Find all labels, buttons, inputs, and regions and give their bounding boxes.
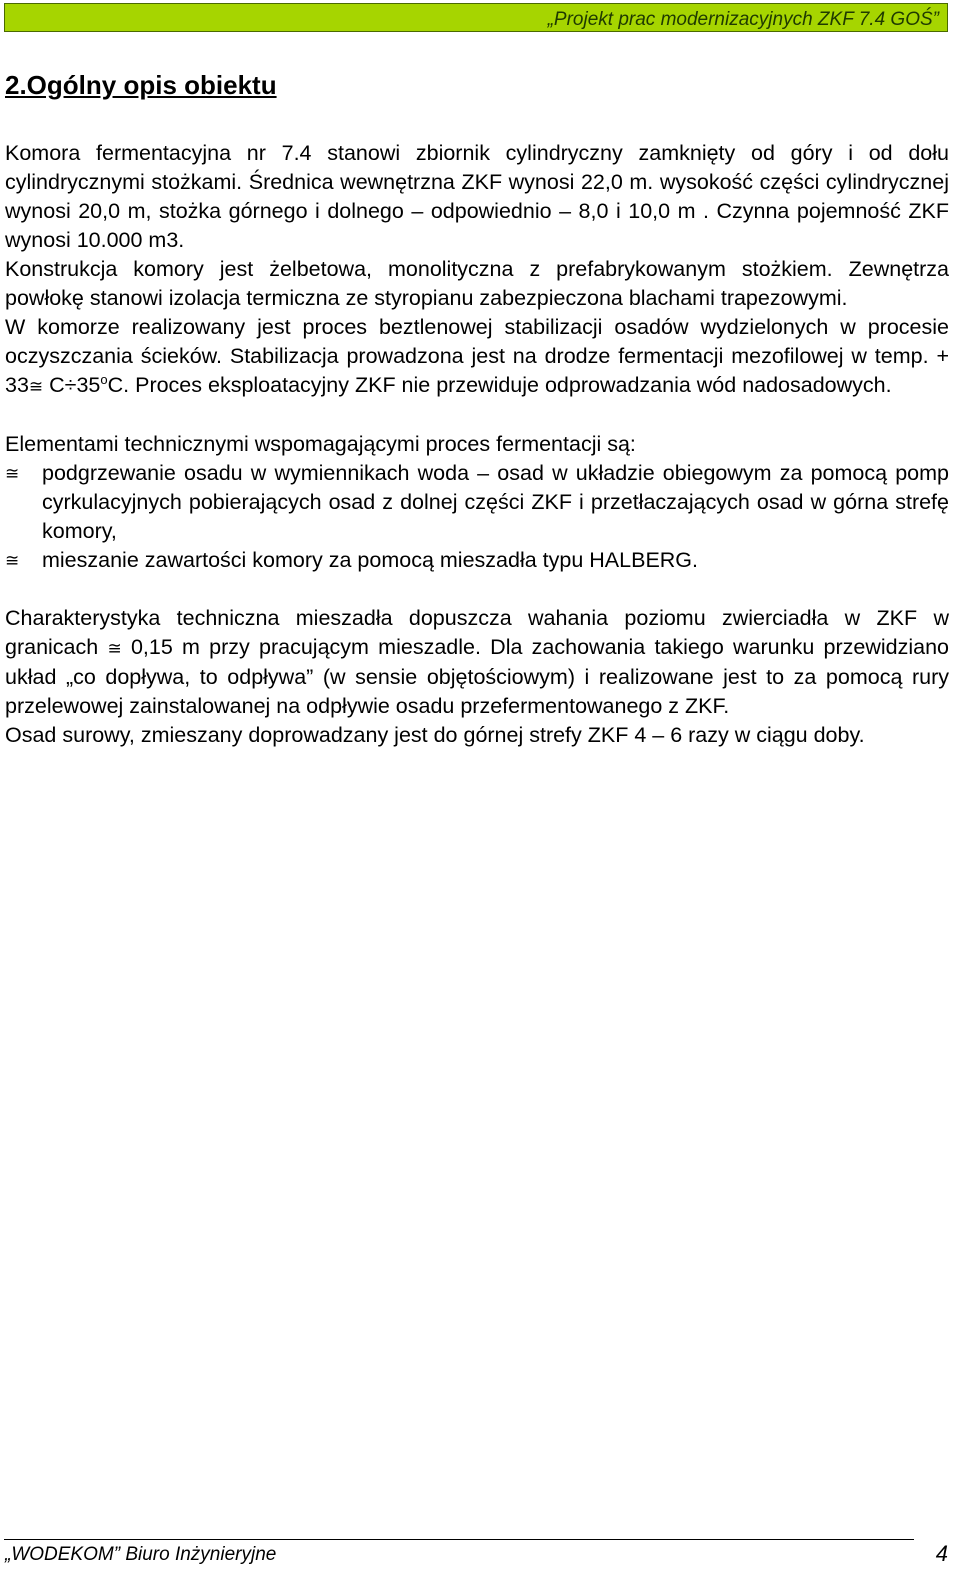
paragraph-construction: Konstrukcja komory jest żelbetowa, monolityczna z prefabrykowanym stożkiem. Zewnętrza powłokę stanowi izolacja termiczna ze styropianu zabezpieczona blachami trapezowymi.: [5, 257, 949, 310]
elements-list: [5, 459, 949, 575]
list-item-text: mieszanie zawartości komory za pomocą mieszadła typu HALBERG.: [42, 548, 699, 572]
header-title: „Projekt prac modernizacyjnych ZKF 7.4 GOŚ”: [547, 9, 939, 30]
paragraph-feed: Osad surowy, zmieszany doprowadzany jest do górnej strefy ZKF 4 – 6 razy w ciągu doby.: [5, 723, 865, 747]
section-title: 2.Ogólny opis obiektu: [5, 70, 277, 100]
page-header: [4, 3, 948, 32]
mixer-text-b: 0,15 m przy pracującym mieszadle. Dla zachowania takiego warunku przewidziano układ „co dopływa, to odpływa” (w sensie objętościowym) i realizowane jest to za pomocą rury przelewowej zainstalowanej na odpływie osadu przefermentowanego z ZKF.: [5, 635, 949, 718]
paragraph-process: [5, 313, 949, 401]
paragraph-mixer: [5, 604, 949, 721]
document-body: [5, 139, 949, 750]
footer-divider: [4, 1539, 914, 1540]
mixer-text-a: Charakterystyka techniczna mieszadła dopuszcza wahania poziomu zwierciadła w ZKF w granicach: [5, 606, 949, 659]
degree-superscript: o: [100, 371, 108, 387]
process-text-a: W komorze realizowany jest proces beztlenowej stabilizacji osadów wydzielonych w procesie oczyszczania ścieków. Stabilizacja prowadzona jest na drodze fermentacji mezofilowej w temp. + 33: [5, 315, 949, 397]
approx-symbol: ≅: [28, 377, 44, 396]
process-text-b: C÷35: [43, 373, 101, 397]
paragraph-elements-intro: Elementami technicznymi wspomagającymi proces fermentacji są:: [5, 432, 636, 456]
list-item-text: podgrzewanie osadu w wymiennikach woda – osad w układzie obiegowym za pomocą pomp cyrkulacyjnych pobierających osad z dolnej części ZKF i przetłaczających osad w górna strefę komory,: [42, 461, 949, 543]
footer-company: „WODEKOM” Biuro Inżynieryjne: [5, 1544, 277, 1565]
paragraph-dimensions: Komora fermentacyjna nr 7.4 stanowi zbiornik cylindryczny zamknięty od góry i od dołu cylindrycznymi stożkami. Średnica wewnętrzna ZKF wynosi 22,0 m. wysokość części cylindrycznej wynosi 20,0 m, stożka górnego i dolnego – odpowiednio – 8,0 i 10,0 m . Czynna pojemność ZKF wynosi 10.000 m3.: [5, 141, 949, 252]
process-text-c: C. Proces eksploatacyjny ZKF nie przewiduje odprowadzania wód nadosadowych.: [107, 373, 892, 397]
list-item: [5, 459, 949, 546]
list-item: [5, 546, 949, 575]
approx-bullet-icon: ≅: [5, 551, 20, 570]
approx-bullet-icon: ≅: [5, 464, 20, 483]
page-number: 4: [935, 1541, 948, 1566]
approx-symbol: ≅: [107, 639, 122, 658]
